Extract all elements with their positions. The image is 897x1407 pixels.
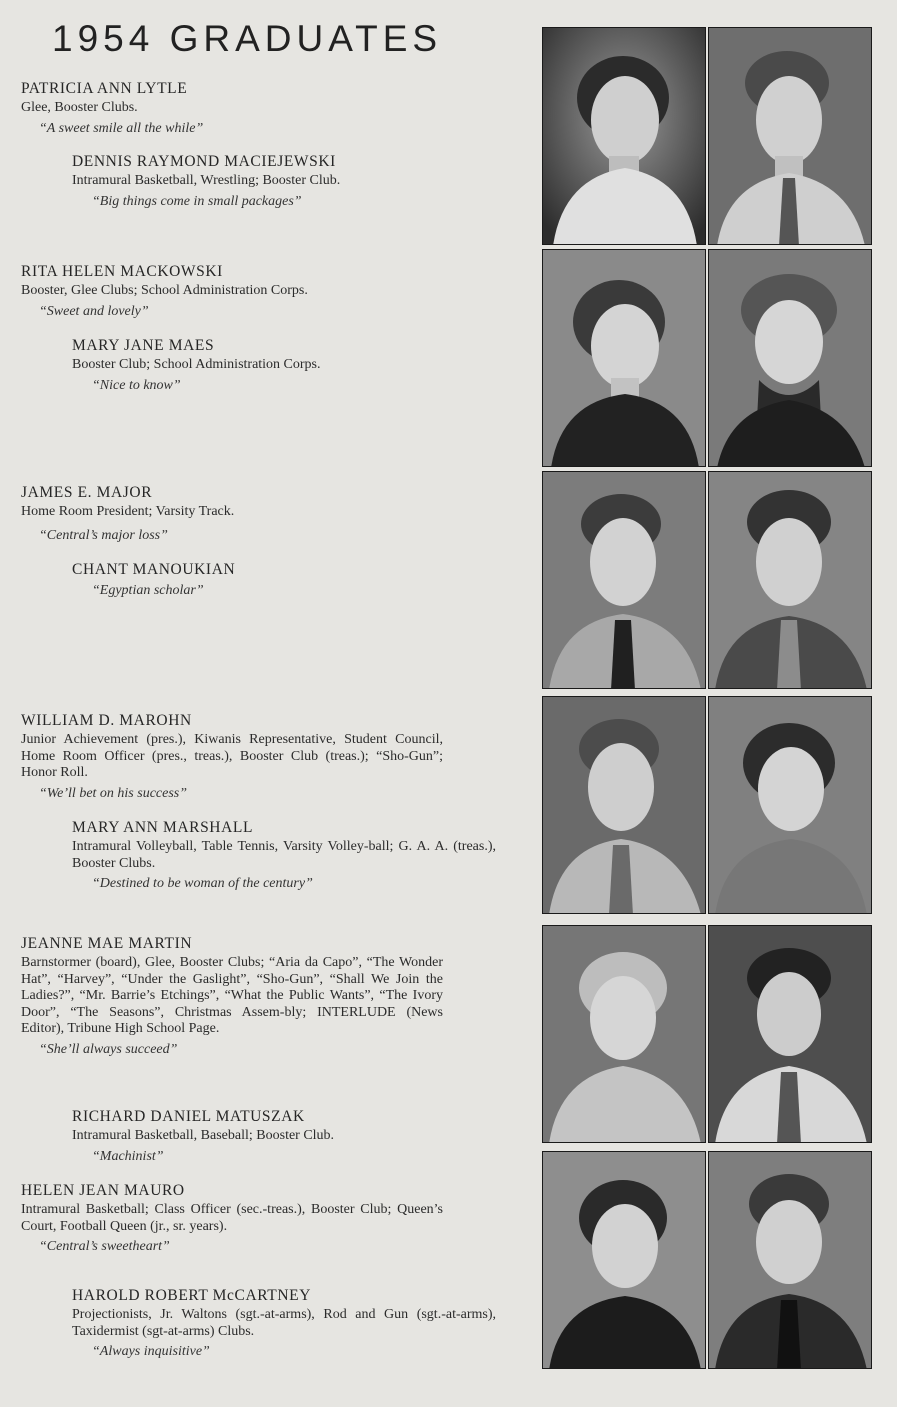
- graduate-motto: “Machinist”: [92, 1148, 164, 1164]
- graduate-entry: [72, 1287, 496, 1360]
- graduate-activities: Home Room President; Varsity Track.: [21, 504, 235, 519]
- graduate-motto: “Central’s sweetheart”: [39, 1239, 170, 1255]
- graduate-motto: “Big things come in small packages”: [92, 193, 302, 209]
- graduate-motto: “Nice to know”: [92, 377, 181, 393]
- graduate-entry: [72, 337, 502, 394]
- portrait-photo: [708, 1151, 872, 1369]
- graduate-motto: “Egyptian scholar”: [92, 583, 204, 598]
- graduate-name: JAMES E. MAJOR: [21, 484, 153, 501]
- graduate-entry: [72, 153, 502, 210]
- graduate-entry: [21, 80, 501, 137]
- graduate-name: CHANT MANOUKIAN: [72, 561, 236, 578]
- graduate-activities: Intramural Basketball; Class Officer (sec.-treas.), Booster Club; Queen’s Court, Football Queen (jr., sr. years).: [21, 1202, 443, 1234]
- graduate-motto: “Central’s major loss”: [39, 527, 168, 543]
- graduate-name: MARY ANN MARSHALL: [72, 819, 254, 836]
- graduate-entry: [21, 263, 501, 320]
- portrait-photo: [542, 1151, 706, 1369]
- graduate-motto: “Always inquisitive”: [92, 1344, 210, 1360]
- graduate-activities: Glee, Booster Clubs.: [21, 100, 138, 115]
- graduate-entry: [72, 1108, 502, 1165]
- graduate-entry: [72, 561, 502, 599]
- graduate-name: HELEN JEAN MAURO: [21, 1182, 185, 1199]
- portrait-photo: [542, 925, 706, 1143]
- graduate-motto: “She’ll always succeed”: [39, 1041, 178, 1057]
- graduate-activities: Junior Achievement (pres.), Kiwanis Representative, Student Council, Home Room Officer (pres., treas.), Booster Club (treas.); “Sho-Gun”; Honor Roll.: [21, 732, 443, 781]
- graduate-activities: Intramural Basketball, Wrestling; Booster Club.: [72, 173, 341, 188]
- portrait-photo: [542, 471, 706, 689]
- graduate-activities: Barnstormer (board), Glee, Booster Clubs; “Aria da Capo”, “The Wonder Hat”, “Harvey”, “Under the Gaslight”, “Sho-Gun”, “Shall We Join the Ladies?”, “Mr. Barrie’s Etchings”, “What the Public Wants”, “The Ivory Door”, “The Seasons”, Christmas Assem-bly; INTERLUDE (News Editor), Tribune High School Page.: [21, 955, 443, 1037]
- graduate-motto: “We’ll bet on his success”: [39, 785, 188, 801]
- graduate-name: WILLIAM D. MAROHN: [21, 712, 192, 729]
- portrait-photo: [708, 471, 872, 689]
- portrait-photo: [708, 249, 872, 467]
- graduate-activities: Booster, Glee Clubs; School Administration Corps.: [21, 283, 308, 298]
- graduate-activities: Intramural Basketball, Baseball; Booster Club.: [72, 1128, 335, 1143]
- portrait-photo: [708, 696, 872, 914]
- graduate-motto: “Sweet and lovely”: [39, 303, 149, 319]
- graduate-entry: [21, 484, 501, 544]
- portrait-photo: [708, 27, 872, 245]
- page-title: 1954 GRADUATES: [52, 18, 443, 59]
- graduate-activities: Projectionists, Jr. Waltons (sgt.-at-arms), Rod and Gun (sgt.-at-arms), Taxidermist (sgt-at-arms) Clubs.: [72, 1307, 496, 1339]
- graduate-name: JEANNE MAE MARTIN: [21, 935, 193, 952]
- graduate-name: PATRICIA ANN LYTLE: [21, 80, 188, 97]
- portrait-photo: [542, 696, 706, 914]
- graduate-activities: Intramural Volleyball, Table Tennis, Varsity Volley-ball; G. A. A. (treas.), Booster Clubs.: [72, 839, 496, 871]
- graduate-name: RITA HELEN MACKOWSKI: [21, 263, 223, 280]
- graduate-motto: “Destined to be woman of the century”: [92, 876, 313, 892]
- portrait-photo: [542, 249, 706, 467]
- graduate-motto: “A sweet smile all the while”: [39, 120, 204, 136]
- graduate-name: HAROLD ROBERT McCARTNEY: [72, 1287, 311, 1304]
- graduate-name: MARY JANE MAES: [72, 337, 215, 354]
- portrait-photo: [708, 925, 872, 1143]
- portrait-photo: [542, 27, 706, 245]
- graduate-name: DENNIS RAYMOND MACIEJEWSKI: [72, 153, 336, 170]
- graduate-name: RICHARD DANIEL MATUSZAK: [72, 1108, 305, 1125]
- graduate-activities: Booster Club; School Administration Corps.: [72, 357, 321, 372]
- graduate-entry: [21, 1182, 443, 1255]
- graduate-entry: [21, 712, 443, 802]
- graduate-entry: [21, 935, 443, 1058]
- graduate-entry: [72, 819, 496, 892]
